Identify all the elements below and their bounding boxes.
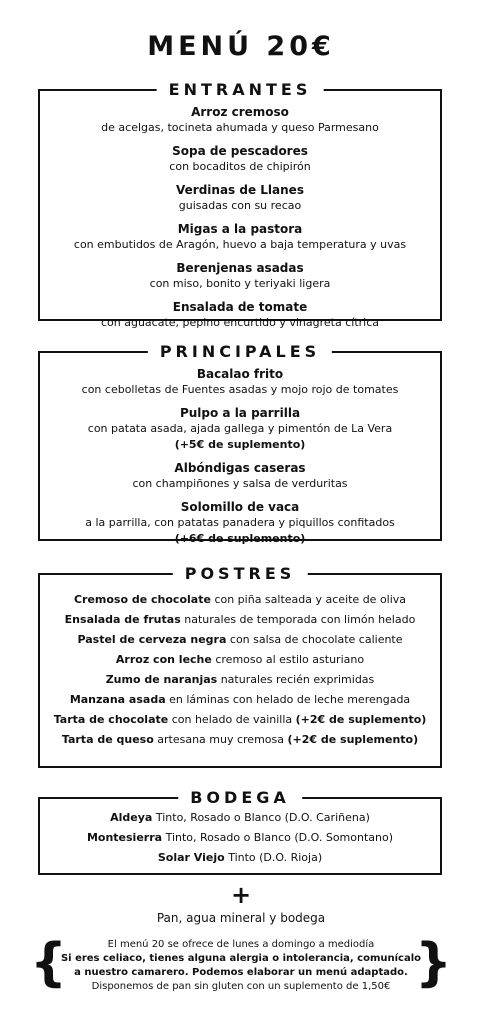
wine-description: Tinto, Rosado o Blanco (D.O. Cariñena) bbox=[155, 811, 370, 824]
wine-description: Tinto, Rosado o Blanco (D.O. Somontano) bbox=[165, 831, 394, 844]
dish-description: con patata asada, ajada gallega y pimentón de La Vera bbox=[87, 422, 393, 435]
allergy-note-line: a nuestro camarero. Podemos elaborar un menú adaptado. bbox=[74, 967, 408, 978]
wine-name: Montesierra bbox=[86, 831, 163, 844]
dish-description: naturales recién exprimidas bbox=[220, 673, 375, 686]
dish-description: con aguacate, pepino encurtido y vinagreta cítrica bbox=[100, 316, 380, 329]
right-brace-icon: } bbox=[414, 933, 452, 993]
note-line: El menú 20 se ofrece de lunes a domingo a mediodía bbox=[107, 939, 375, 950]
dish-item bbox=[46, 366, 434, 398]
dish-item bbox=[46, 499, 434, 547]
dessert-item bbox=[44, 732, 436, 748]
dish-name: Solomillo de vaca bbox=[180, 500, 300, 514]
dish-description: en láminas con helado de leche merengada bbox=[169, 693, 411, 706]
principales-section bbox=[38, 342, 442, 545]
supplement-note: (+6€ de suplemento) bbox=[174, 532, 306, 545]
dish-description: artesana muy cremosa bbox=[157, 733, 284, 746]
dessert-item bbox=[44, 672, 436, 688]
dish-name: Tarta de queso bbox=[61, 733, 154, 746]
dessert-item bbox=[44, 612, 436, 628]
dish-description: con embutidos de Aragón, huevo a baja temperatura y uvas bbox=[73, 238, 407, 251]
dish-description: cremoso al estilo asturiano bbox=[215, 653, 365, 666]
postres-section bbox=[38, 564, 442, 768]
dish-description: con salsa de chocolate caliente bbox=[229, 633, 403, 646]
dish-item bbox=[46, 299, 434, 331]
supplement-note: (+5€ de suplemento) bbox=[174, 438, 306, 451]
dessert-item bbox=[44, 652, 436, 668]
dessert-item bbox=[44, 712, 436, 728]
dish-name: Arroz con leche bbox=[115, 653, 212, 666]
entrantes-heading: ENTRANTES bbox=[157, 79, 324, 101]
plus-icon: + bbox=[230, 881, 252, 909]
dish-name: Pastel de cerveza negra bbox=[77, 633, 227, 646]
postres-heading: POSTRES bbox=[173, 563, 308, 585]
dish-description: con champiñones y salsa de verduritas bbox=[132, 477, 348, 490]
allergy-note-line: Si eres celiaco, tienes alguna alergia o intolerancia, comunícalo bbox=[60, 953, 422, 964]
dish-item bbox=[46, 460, 434, 492]
dish-name: Sopa de pescadores bbox=[172, 144, 308, 158]
dish-name: Manzana asada bbox=[69, 693, 166, 706]
dish-item bbox=[46, 182, 434, 214]
dish-description: con miso, bonito y teriyaki ligera bbox=[149, 277, 331, 290]
wine-item bbox=[44, 850, 436, 866]
dish-description: a la parrilla, con patatas panadera y piquillos confitados bbox=[85, 516, 395, 529]
dish-name: Pulpo a la parrilla bbox=[179, 406, 301, 420]
dish-description: con piña salteada y aceite de oliva bbox=[214, 593, 407, 606]
menu-title: MENÚ 20€ bbox=[147, 31, 335, 62]
dish-name: Berenjenas asadas bbox=[176, 261, 304, 275]
dessert-item bbox=[44, 692, 436, 708]
dish-name: Albóndigas caseras bbox=[174, 461, 306, 475]
gluten-free-note: Disponemos de pan sin gluten con un suplemento de 1,50€ bbox=[91, 981, 391, 992]
dish-description: con bocaditos de chipirón bbox=[169, 160, 311, 173]
info-note bbox=[30, 933, 452, 996]
dish-name: Migas a la pastora bbox=[177, 222, 303, 236]
dish-name: Verdinas de Llanes bbox=[176, 183, 304, 197]
dish-description: guisadas con su recao bbox=[178, 199, 302, 212]
supplement-note: (+2€ de suplemento) bbox=[295, 713, 427, 726]
dish-name: Bacalao frito bbox=[196, 367, 284, 381]
dish-name: Arroz cremoso bbox=[191, 105, 289, 119]
bodega-heading: BODEGA bbox=[178, 787, 302, 809]
dish-description: con cebolletas de Fuentes asadas y mojo rojo de tomates bbox=[81, 383, 399, 396]
dish-item bbox=[46, 260, 434, 292]
left-brace-icon: { bbox=[30, 933, 68, 993]
entrantes-section bbox=[38, 80, 442, 329]
dish-name: Zumo de naranjas bbox=[105, 673, 218, 686]
dish-name: Tarta de chocolate bbox=[53, 713, 169, 726]
dish-description: de acelgas, tocineta ahumada y queso Parmesano bbox=[101, 121, 379, 134]
dessert-item bbox=[44, 592, 436, 608]
dish-item bbox=[46, 143, 434, 175]
dish-name: Ensalada de frutas bbox=[64, 613, 181, 626]
dish-name: Cremoso de chocolate bbox=[73, 593, 211, 606]
dish-item bbox=[46, 405, 434, 453]
extras-line: Pan, agua mineral y bodega bbox=[156, 911, 326, 925]
dish-item bbox=[46, 104, 434, 136]
wine-name: Solar Viejo bbox=[157, 851, 225, 864]
dish-name: Ensalada de tomate bbox=[172, 300, 308, 314]
wine-name: Aldeya bbox=[110, 811, 153, 824]
dish-item bbox=[46, 221, 434, 253]
wine-item bbox=[44, 810, 436, 826]
dessert-item bbox=[44, 632, 436, 648]
dish-description: naturales de temporada con limón helado bbox=[184, 613, 416, 626]
wine-item bbox=[44, 830, 436, 846]
supplement-note: (+2€ de suplemento) bbox=[287, 733, 419, 746]
dish-description: con helado de vainilla bbox=[171, 713, 293, 726]
wine-description: Tinto (D.O. Rioja) bbox=[228, 851, 323, 864]
principales-heading: PRINCIPALES bbox=[148, 341, 332, 363]
bodega-section bbox=[38, 788, 442, 875]
